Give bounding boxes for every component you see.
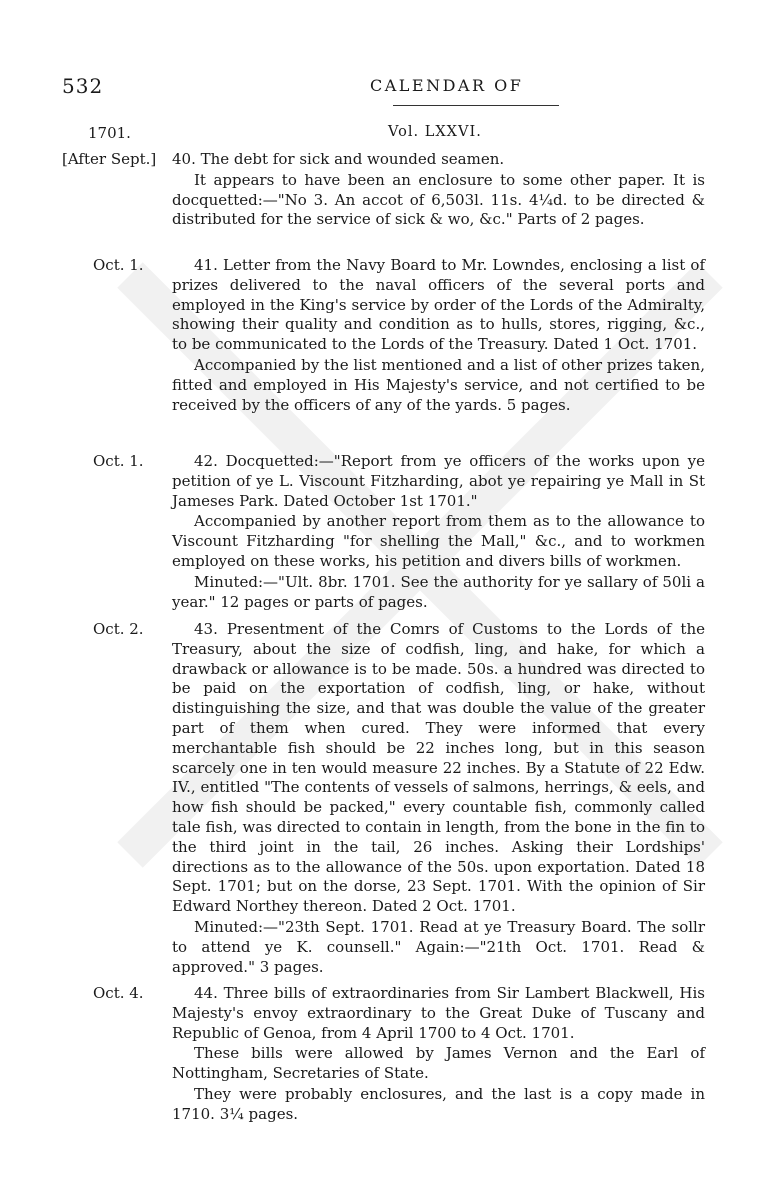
entry-date: [After Sept.] [62,150,157,168]
entry-date: Oct. 4. [93,984,144,1002]
calendar-entry [172,620,705,977]
calendar-entry [172,150,705,230]
entry-paragraph: These bills were allowed by James Vernon and the Earl of Nottingham, Secretaries of State. [172,1044,705,1083]
entry-paragraph: Minuted:—"Ult. 8br. 1701. See the authority for ye sallary of 50li a year." 12 pages or parts of pages. [172,572,705,611]
entry-paragraph: 44. Three bills of extraordinaries from Sir Lambert Blackwell, His Majesty's envoy extraordinary to the Great Duke of Tuscany and Republic of Genoa, from 4 April 1700 to 4 Oct. 1701. [172,984,705,1042]
header-rule [393,105,559,106]
entry-date: Oct. 1. [93,256,144,274]
entry-paragraph: 42. Docquetted:—"Report from ye officers of the works upon ye petition of ye L. Viscount Fitzharding, abot ye repairing ye Mall in St Jameses Park. Dated October 1st 1701." [172,452,705,510]
running-title: CALENDAR OF [370,76,524,95]
entry-paragraph: 40. The debt for sick and wounded seamen. [172,150,505,168]
entry-paragraph: Accompanied by the list mentioned and a list of other prizes taken, fitted and employed in His Majesty's service, and not certified to be received by the officers of any of the yards. 5 pages. [172,355,705,414]
page-number: 532 [62,74,104,98]
volume-label: Vol. LXXVI. [388,124,482,140]
calendar-entry [172,256,705,415]
calendar-entry [172,984,705,1125]
year-label: 1701. [88,124,131,142]
entry-paragraph: 41. Letter from the Navy Board to Mr. Lowndes, enclosing a list of prizes delivered to the naval officers of the several ports and employed in the King's service by order of the Lords of the Admiralty, showing their quality and condition as to hulls, stores, rigging, &c., to be communicated to the Lords of the Treasury. Dated 1 Oct. 1701. [172,256,705,354]
entry-paragraph: 43. Presentment of the Comrs of Customs to the Lords of the Treasury, about the size of codfish, ling, and hake, for which a drawback or allowance is to be made. 50s. a hundred was directed to be paid on the exportation of codfish, ling, or hake, without distinguishing the size, and that was double the value of the greater part of them when cured. They were informed that every merchantable fish should be 22 inches long, but in this season scarcely one in ten would measure 22 inches. By a Statute of 22 Edw. IV., entitled "The contents of vessels of salmons, herrings, & eels, and how fish should be packed," every countable fish, commonly called tale fish, was directed to contain in length, from the bone in the fin to the third joint in the tail, 26 inches. Asking their Lordships' directions as to the allowance of the 50s. upon exportation. Dated 18 Sept. 1701; but on the dorse, 23 Sept. 1701. With the opinion of Sir Edward Northey thereon. Dated 2 Oct. 1701. [172,620,705,916]
entry-paragraph: Accompanied by another report from them as to the allowance to Viscount Fitzharding "for shelling the Mall," &c., and to workmen employed on these works, his petition and divers bills of workmen. [172,512,705,570]
entry-paragraph: It appears to have been an enclosure to some other paper. It is docquetted:—"No 3. An accot of 6,503l. 11s. 4¼d. to be directed & distributed for the service of sick & wo, &c." Parts of 2 pages. [172,170,705,229]
entry-paragraph: Minuted:—"23th Sept. 1701. Read at ye Treasury Board. The sollr to attend ye K. counsell." Again:—"21th Oct. 1701. Read & approved." 3 pages. [172,917,705,976]
entry-paragraph: They were probably enclosures, and the last is a copy made in 1710. 3¼ pages. [172,1084,705,1123]
entry-date: Oct. 1. [93,452,144,470]
entry-date: Oct. 2. [93,620,144,638]
calendar-entry [172,452,705,612]
